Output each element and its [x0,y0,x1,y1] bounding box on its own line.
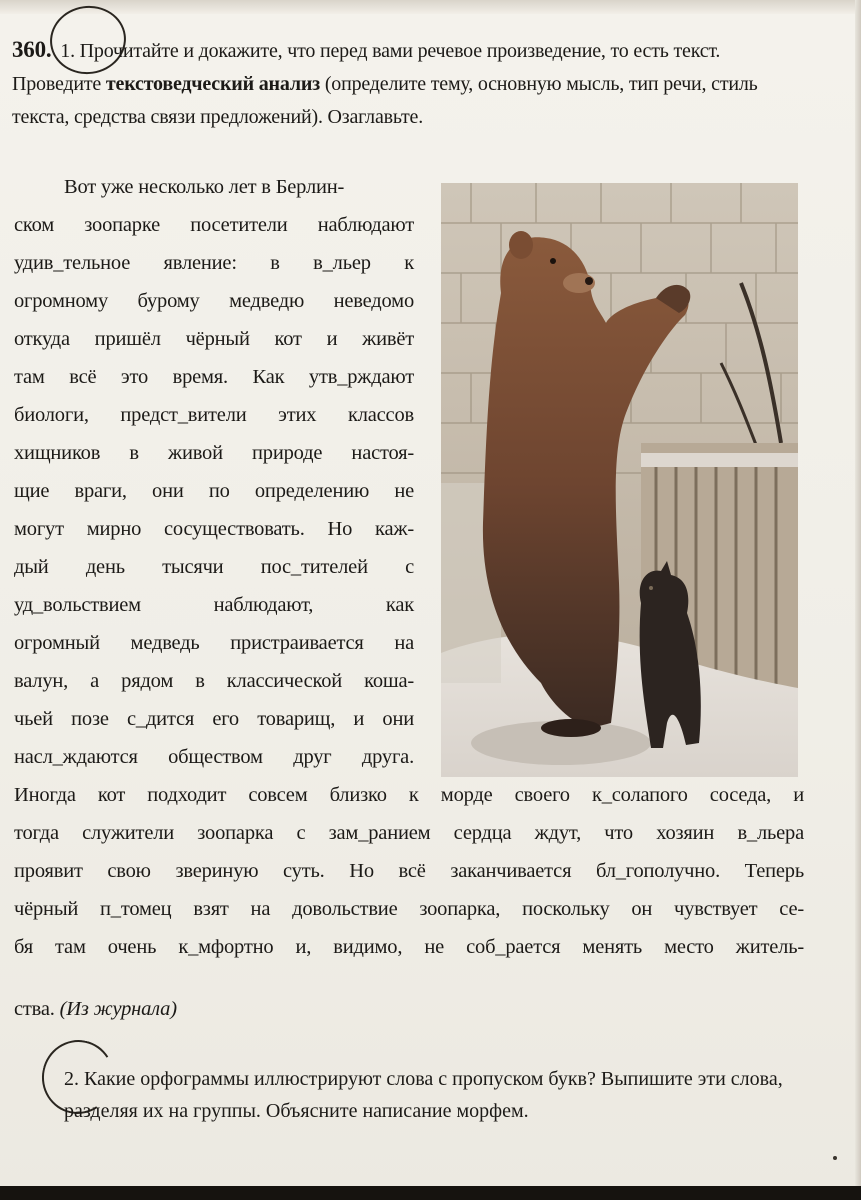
text-line: удив_тельное явление: в в_льер к [14,252,414,274]
task-2-text: 2. Какие орфограммы иллюстрируют слова с пропуском букв? Выпишите эти слова, разделяя их на группы. Объясните написание морфем. [64,1068,783,1122]
page-bottom-edge [0,1186,861,1200]
text-line: щие враги, они по определению не [14,480,414,502]
page-right-edge [855,0,861,1200]
text-line: хищников в живой природе настоя- [14,442,414,464]
instruction-bold: текстоведческий анализ [105,73,321,95]
text-line: ства. [14,998,55,1020]
text-line: огромному бурому медведю неведомо [14,290,414,312]
exercise-task-2 [14,1063,804,1127]
text-line: тогда служители зоопарка с зам_ранием сердца ждут, что хозяин в_льера [14,822,804,844]
exercise-number: 360. [12,37,52,62]
instruction-rest: (определите тему, основную мысль, тип речи, стиль текста, средства связи предложений). Озаглавьте. [12,73,758,128]
text-line: Иногда кот подходит совсем близко к морде своего к_солапого соседа, и [14,784,804,806]
exercise-instructions [12,33,802,134]
print-speck [833,1156,837,1160]
page-top-edge [0,0,861,14]
text-line: валун, а рядом в классической коша- [14,670,414,692]
text-line: проявит свою звериную суть. Но всё заканчивается бл_гополучно. Теперь [14,860,804,882]
text-line-last [14,994,177,1024]
text-line: Вот уже несколько лет в Берлин- [64,176,345,198]
text-line: чьей позе с_дится его товарищ, и они [14,708,414,730]
text-line: чёрный п_томец взят на довольствие зоопарка, поскольку он чувствует се- [14,898,804,920]
text-line: огромный медведь пристраивается на [14,632,414,654]
text-line: могут мирно сосуществовать. Но каж- [14,518,414,540]
source-note: (Из журнала) [59,998,177,1020]
text-line: дый день тысячи пос_тителей с [14,556,414,578]
text-line: ском зоопарке посетители наблюдают [14,214,414,236]
instruction-text: 1. Прочитайте и докажите, что перед вами речевое произведение, то есть текст. Проведите [12,40,721,95]
text-line: насл_ждаются обществом друг друга. [14,746,414,768]
text-line: бя там очень к_мфортно и, видимо, не соб_рается менять место житель- [14,936,804,958]
bear-and-cat-photo [441,183,798,777]
text-line: там всё это время. Как утв_рждают [14,366,414,388]
text-line: биологи, предст_вители этих классов [14,404,414,426]
text-line: откуда пришёл чёрный кот и живёт [14,328,414,350]
text-line: уд_вольствием наблюдают, как [14,594,414,616]
